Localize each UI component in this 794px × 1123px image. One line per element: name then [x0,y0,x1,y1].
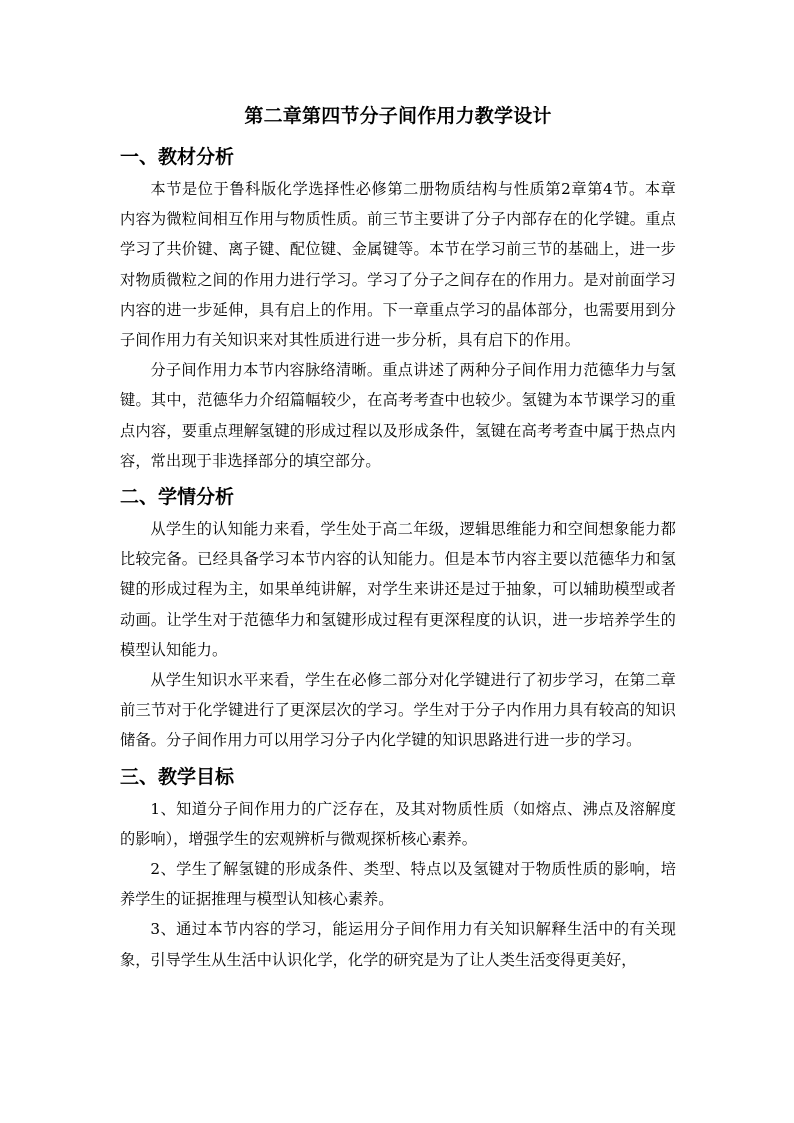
paragraph: 从学生的认知能力来看，学生处于高二年级，逻辑思维能力和空间想象能力都比较完备。已经具备学习本节内容的认知能力。但是本节内容主要以范德华力和氢键的形成过程为主，如果单纯讲解，对学生来讲还是过于抽象，可以辅助模型或者动画。让学生对于范德华力和氢键形成过程有更深程度的认识，进一步培养学生的模型认知能力。 [120,520,676,659]
goal-item: 1、知道分子间作用力的广泛存在，及其对物质性质（如熔点、沸点及溶解度的影响），增强学生的宏观辨析与微观探析核心素养。 [120,799,676,848]
section-teaching-goals [120,762,676,975]
section-heading: 一、教材分析 [120,146,235,168]
paragraph: 分子间作用力本节内容脉络清晰。重点讲述了两种分子间作用力范德华力与氢键。其中，范德华力介绍篇幅较少，在高考考查中也较少。氢键为本节课学习的重点内容，要重点理解氢键的形成过程以及形成条件，氢键在高考考查中属于热点内容，常出现于非选择部分的填空部分。 [120,361,676,470]
section-student-analysis [120,482,676,756]
document-title: 第二章第四节分子间作用力教学设计 [244,105,552,127]
section-textbook-analysis [120,142,676,476]
goal-item: 2、学生了解氢键的形成条件、类型、特点以及氢键对于物质性质的影响，培养学生的证据推理与模型认知核心素养。 [120,860,676,909]
goal-item: 3、通过本节内容的学习，能运用分子间作用力有关知识解释生活中的有关现象，引导学生从生活中认识化学，化学的研究是为了让人类生活变得更美好， [120,920,676,969]
document-page [120,96,676,975]
section-heading: 三、教学目标 [120,765,235,788]
paragraph: 从学生知识水平来看，学生在必修二部分对化学键进行了初步学习，在第二章前三节对于化学键进行了更深层次的学习。学生对于分子内作用力具有较高的知识储备。分子间作用力可以用学习分子内化学键的知识思路进行进一步的学习。 [120,671,676,750]
section-heading: 二、学情分析 [120,486,235,509]
paragraph: 本节是位于鲁科版化学选择性必修第二册物质结构与性质第2章第4节。本章内容为微粒间相互作用与物质性质。前三节主要讲了分子内部存在的化学键。重点学习了共价键、离子键、配位键、金属键等。本节在学习前三节的基础上，进一步对物质微粒之间的作用力进行学习。学习了分子之间存在的作用力。是对前面学习内容的进一步延伸，具有启上的作用。下一章重点学习的晶体部分，也需要用到分子间作用力有关知识来对其性质进行进一步分析，具有启下的作用。 [120,180,676,350]
